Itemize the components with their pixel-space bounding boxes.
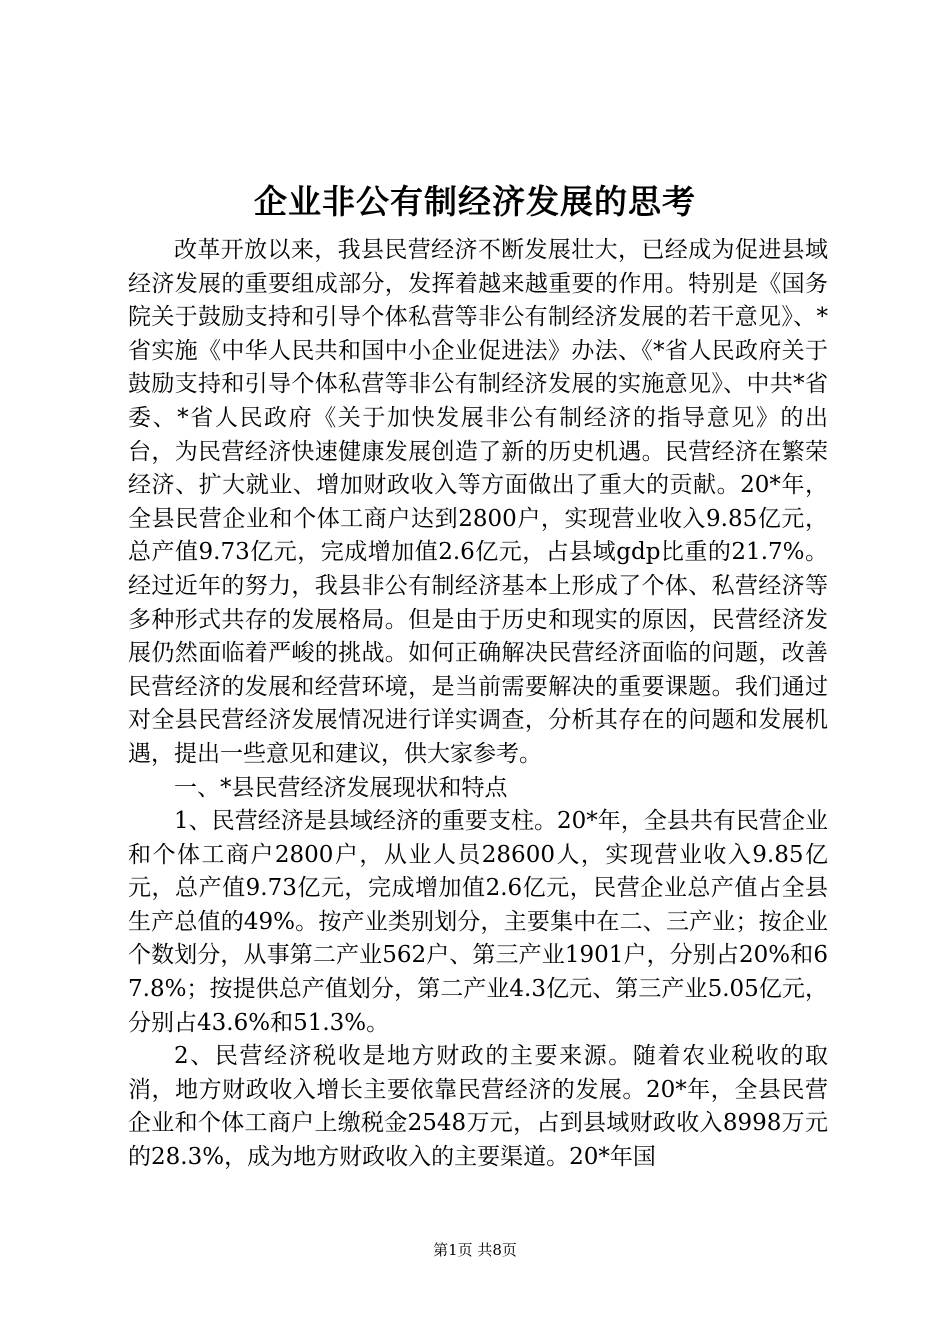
document-title: 企业非公有制经济发展的思考: [254, 182, 696, 221]
page-footer: 第1页 共8页: [433, 1241, 517, 1259]
intro-paragraph: 改革开放以来，我县民营经济不断发展壮大，已经成为促进县域经济发展的重要组成部分，发挥着越来越重要的作用。特别是《国务院关于鼓励支持和引导个体私营等非公有制经济发展的若干意见》、*省实施《中华人民共和国中小企业促进法》办法、《*省人民政府关于鼓励支持和引导个体私营等非公有制经济发展的实施意见》、中共*省委、*省人民政府《关于加快发展非公有制经济的指导意见》的出台，为民营经济快速健康发展创造了新的历史机遇。民营经济在繁荣经济、扩大就业、增加财政收入等方面做出了重大的贡献。20*年，全县民营企业和个体工商户达到2800户，实现营业收入9.85亿元，总产值9.73亿元，完成增加值2.6亿元，占县域gdp比重的21.7%。经过近年的努力，我县非公有制经济基本上形成了个体、私营经济等多种形式共存的发展格局。但是由于历史和现实的原因，民营经济发展仍然面临着严峻的挑战。如何正确解决民营经济面临的问题，改善民营经济的发展和经营环境，是当前需要解决的重要课题。我们通过对全县民营经济发展情况进行详实调查，分析其存在的问题和发展机遇，提出一些意见和建议，供大家参考。: [128, 237, 828, 767]
section-heading: 一、*县民营经济发展现状和特点: [174, 774, 508, 801]
section-paragraph-1: 1、民营经济是县域经济的重要支柱。20*年，全县共有民营企业和个体工商户2800户，从业人员28600人，实现营业收入9.85亿元，总产值9.73亿元，完成增加值2.6亿元，民营企业总产值占全县生产总值的49%。按产业类别划分，主要集中在二、三产业；按企业个数划分，从事第二产业562户、第三产业1901户，分别占20%和67.8%；按提供总产值划分，第二产业4.3亿元、第三产业5.05亿元，分别占43.6%和51.3%。: [128, 808, 828, 1036]
document-body: [128, 234, 828, 1175]
section-paragraph-2: 2、民营经济税收是地方财政的主要来源。随着农业税收的取消，地方财政收入增长主要依靠民营经济的发展。20*年，全县民营企业和个体工商户上缴税金2548万元，占到县域财政收入8998万元的28.3%，成为地方财政收入的主要渠道。20*年国: [128, 1043, 828, 1171]
